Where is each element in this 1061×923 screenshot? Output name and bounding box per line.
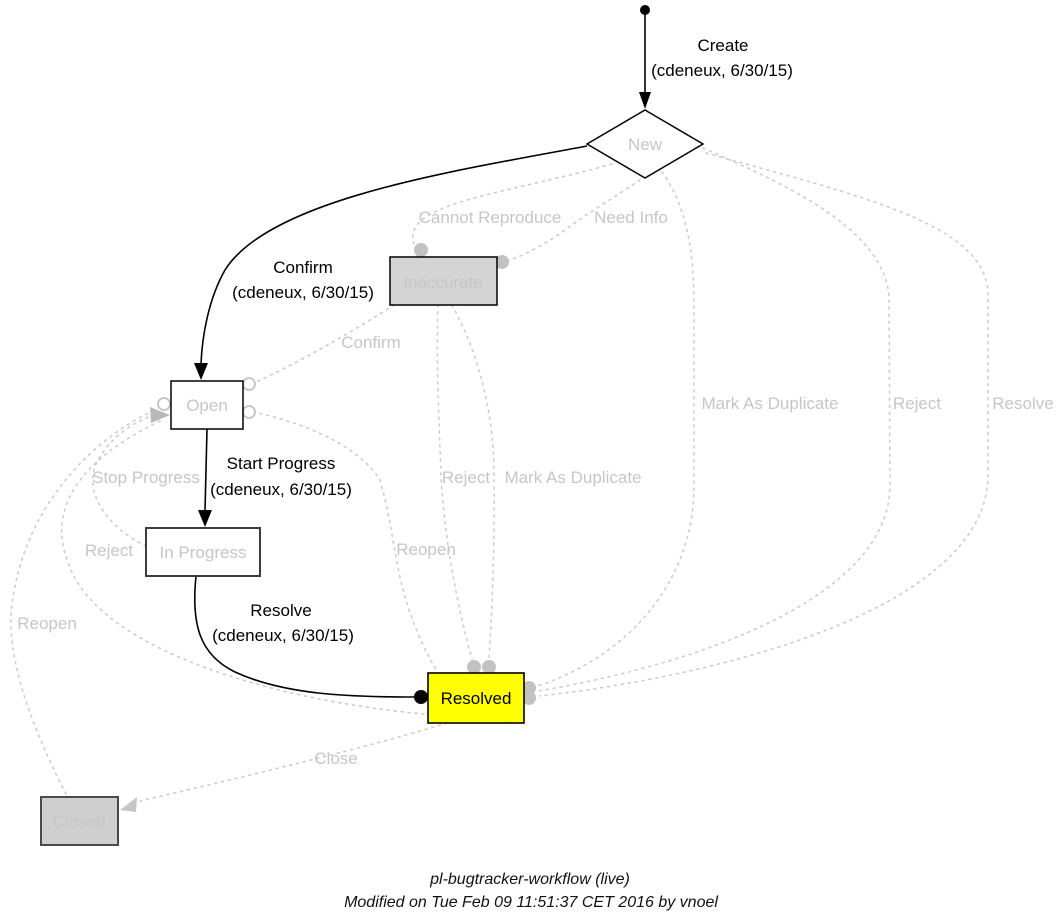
edge-resolve-annotation: (cdeneux, 6/30/15) [212,626,354,645]
circle-arrowhead-icon [243,406,255,418]
edge-reject-middle-label: Reject [441,468,491,487]
edge-confirm [201,146,587,364]
edge-reject-right-label: Reject [892,394,942,413]
edge-mark-as-duplicate-from-new [538,172,694,686]
black-arrowhead-icon [198,510,212,527]
gray-arrowhead-icon [120,797,137,812]
node-new-label: New [627,135,663,154]
dot-arrowhead-icon [414,243,428,257]
node-closed-label: Closed [52,812,106,831]
dot-arrowhead-icon [482,660,496,674]
edge-reject-left-label: Reject [84,541,134,560]
edge-reject-from-new [538,148,890,691]
start-dot-icon [640,5,650,15]
dot-arrowhead-icon [467,660,481,674]
node-resolved-label: Resolved [440,689,512,708]
edge-create-label: Create [697,36,749,55]
edge-close [140,723,447,801]
node-inaccurate-label: Inaccurate [403,273,483,292]
edge-create-annotation: (cdeneux, 6/30/15) [651,61,793,80]
circle-arrowhead-icon [243,378,255,390]
black-dot-arrowhead-icon [414,690,428,704]
edge-cannot-reproduce [413,164,612,250]
edge-resolve-from-new [540,153,988,696]
caption [344,871,718,911]
edge-need-info-label: Need Info [594,208,668,227]
edge-reopen-middle-label: Reopen [396,540,456,559]
edge-mark-as-duplicate-middle-label: Mark As Duplicate [504,468,642,487]
edge-cannot-reproduce-label: Cannot Reproduce [418,208,562,227]
edge-resolve-label: Resolve [250,601,312,620]
active-edges [194,5,651,704]
diagram-title: pl-bugtracker-workflow (live) [430,871,630,888]
edge-confirm-label: Confirm [273,258,333,277]
edge-reopen-left-label: Reopen [17,614,77,633]
node-open-label: Open [186,396,228,415]
edge-start-progress-label: Start Progress [226,454,336,473]
node-in-progress-label: In Progress [159,543,247,562]
edge-close-label: Close [314,749,358,768]
diagram-modified-caption: Modified on Tue Feb 09 11:51:37 CET 2016 by vnoel [344,894,718,911]
edge-stop-progress-label: Stop Progress [92,468,200,487]
edge-confirm-gray-label: Confirm [341,333,401,352]
edge-resolve-right-label: Resolve [992,394,1054,413]
edge-confirm-annotation: (cdeneux, 6/30/15) [232,283,374,302]
black-arrowhead-icon [194,363,208,380]
circle-arrowhead-icon [158,398,170,410]
edge-start-progress [205,429,207,511]
edge-mark-as-duplicate-right-label: Mark As Duplicate [701,394,839,413]
black-arrowhead-icon [639,92,651,109]
edge-start-progress-annotation: (cdeneux, 6/30/15) [210,480,352,499]
